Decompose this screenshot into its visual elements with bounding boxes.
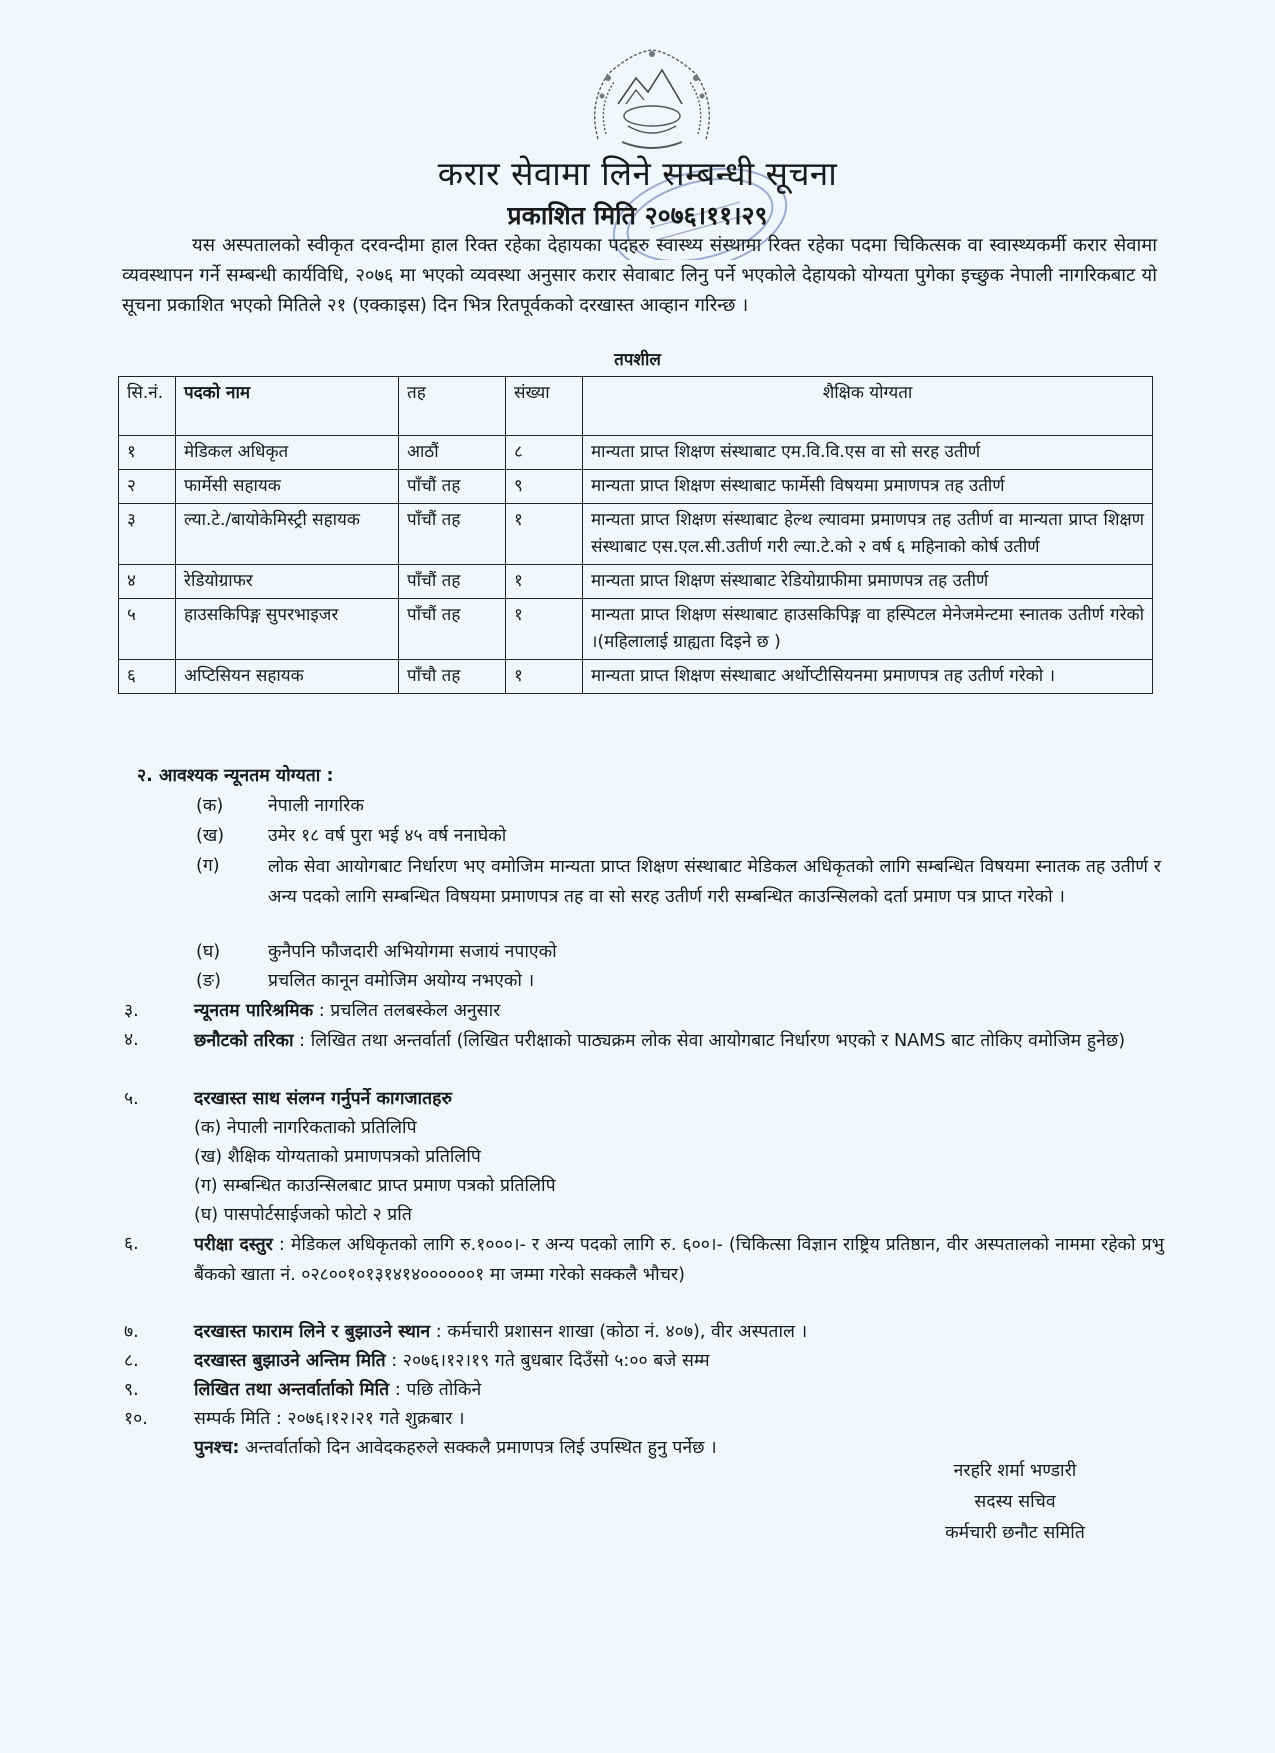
section-text: : मेडिकल अधिकृतको लागि रु.१०००।- र अन्य पदको लागि रु. ६००।- (चिकित्सा विज्ञान राष्ट्रिय प्रतिष्ठान, वीर अस्पतालको नाममा रहेको प्रभु बैंकको खाता नं. ०२८००१०१३१४१४००००००१ मा जम्मा गरेको सक्कलै भौचर) [194,1235,1164,1285]
cell-level: पाँचौं तह [399,470,506,504]
table-header-row [119,377,1153,436]
requirement-text: लोक सेवा आयोगबाट निर्धारण भए वमोजिम मान्यता प्राप्त शिक्षण संस्थाबाट मेडिकल अधिकृतको लागि सम्बन्धित विषयमा स्नातक तह उतीर्ण र अन्य पदको लागि सम्बन्धित विषयमा प्रमाणपत्र तह वा सो सरह उतीर्ण गरी सम्बन्धित काउन्सिलको दर्ता प्रमाण पत्र प्राप्त गरेको । [268,857,1161,907]
requirement-text: उमेर १८ वर्ष पुरा भई ४५ वर्ष ननाघेको [268,826,507,846]
requirements-heading: २. आवश्यक न्यूनतम योग्यता : [137,766,334,786]
col-header-post: पदको नाम [176,377,399,436]
requirement-item [196,967,1161,995]
section-label: परीक्षा दस्तुर [194,1235,273,1255]
cell-sn: ४ [119,565,176,599]
requirement-label: (ग) [196,856,220,876]
requirement-item [196,792,1161,820]
signatory-name: नरहरि शर्मा भण्डारी [953,1461,1077,1481]
requirement-item [196,822,1161,850]
document-item: (क) नेपाली नागरिकताको प्रतिलिपि [194,1118,417,1138]
section-label: दरखास्त फाराम लिने र बुझाउने स्थान [194,1322,431,1342]
requirement-label: (ख) [196,826,225,846]
notice-title: करार सेवामा लिने सम्बन्धी सूचना [437,154,838,193]
published-date: प्रकाशित मिति २०७६।११।२९ [507,201,768,230]
signatory-committee: कर्मचारी छनौट समिति [945,1523,1085,1543]
section-submission-place [124,1318,1164,1346]
requirement-label: (ङ) [196,971,221,991]
cell-qualification: मान्यता प्राप्त शिक्षण संस्थाबाट हेल्थ ल्यावमा प्रमाणपत्र तह उतीर्ण वा मान्यता प्राप्त शिक्षण संस्थाबाट एस.एल.सी.उतीर्ण गरी ल्या.टे.को २ वर्ष ६ महिनाको कोर्ष उतीर्ण [583,504,1153,565]
cell-sn: १ [119,436,176,470]
section-number: ६. [124,1234,139,1254]
table-row [119,660,1153,694]
cell-sn: ३ [119,504,176,565]
cell-sn: ५ [119,599,176,660]
section-text: : पछि तोकिने [394,1380,482,1400]
section-number: ४. [124,1030,139,1050]
cell-qualification: मान्यता प्राप्त शिक्षण संस्थाबाट एम.वि.वि.एस वा सो सरह उतीर्ण [583,436,1153,470]
postscript-label: पुनश्च: [194,1438,240,1458]
section-selection-method [124,1026,1164,1056]
document-item: (घ) पासपोर्टसाईजको फोटो २ प्रति [194,1205,412,1225]
section-remuneration [124,997,1164,1025]
document-item: (ग) सम्बन्धित काउन्सिलबाट प्राप्त प्रमाण पत्रको प्रतिलिपि [194,1176,556,1196]
cell-post: रेडियोग्राफर [176,565,399,599]
section-label: दरखास्त साथ संलग्न गर्नुपर्ने कागजातहरु [194,1089,452,1109]
cell-post: अप्टिसियन सहायक [176,660,399,694]
section-text: : २०७६।१२।१९ गते बुधबार दिउँसो ५:०० बजे सम्म [391,1351,710,1371]
requirement-text: नेपाली नागरिक [268,796,364,816]
section-label: लिखित तथा अन्तर्वार्ताको मिति [194,1380,390,1400]
cell-post: फार्मेसी सहायक [176,470,399,504]
section-number: ९. [124,1380,139,1400]
cell-count: १ [506,599,583,660]
signatory-designation: सदस्य सचिव [974,1492,1056,1512]
requirement-label: (घ) [196,942,221,962]
cell-qualification: मान्यता प्राप्त शिक्षण संस्थाबाट हाउसकिपिङ्ग वा हस्पिटल मेनेजमेन्टमा स्नातक उतीर्ण गरेको ।(महिलालाई ग्राह्यता दिइने छ ) [583,599,1153,660]
cell-qualification: मान्यता प्राप्त शिक्षण संस्थाबाट फार्मेसी विषयमा प्रमाणपत्र तह उतीर्ण [583,470,1153,504]
cell-count: ९ [506,470,583,504]
cell-post: हाउसकिपिङ्ग सुपरभाइजर [176,599,399,660]
section-text: : लिखित तथा अन्तर्वार्ता (लिखित परीक्षाको पाठ्यक्रम लोक सेवा आयोगबाट निर्धारण भएको र NAMS बाट तोकिए वमोजिम हुनेछ) [299,1031,1126,1051]
table-row [119,470,1153,504]
section-text: : प्रचलित तलबस्केल अनुसार [318,1001,501,1021]
col-header-count: संख्या [506,377,583,436]
cell-level: पाँचौ तह [399,660,506,694]
cell-level: पाँचौं तह [399,504,506,565]
table-row [119,504,1153,565]
section-text: : कर्मचारी प्रशासन शाखा (कोठा नं. ४०७), वीर अस्पताल । [435,1322,808,1342]
requirement-text: कुनैपनि फौजदारी अभियोगमा सजायं नपाएको [268,942,557,962]
requirement-item [196,852,1161,912]
section-documents [124,1085,1164,1230]
signature-block [900,1456,1130,1549]
cell-count: १ [506,660,583,694]
section-label: छनौटको तरिका [194,1031,294,1051]
section-contact-date [124,1405,1164,1433]
section-text: सम्पर्क मिति : २०७६।१२।२१ गते शुक्रबार । [194,1409,465,1429]
cell-level: पाँचौं तह [399,599,506,660]
cell-post: मेडिकल अधिकृत [176,436,399,470]
section-label: न्यूनतम पारिश्रमिक [194,1001,314,1021]
intro-paragraph: यस अस्पतालको स्वीकृत दरवन्दीमा हाल रिक्त रहेका देहायका पदहरु स्वास्थ्य संस्थामा रिक्त रहेका पदमा चिकित्सक वा स्वास्थ्यकर्मी करार सेवामा व्यवस्थापन गर्ने सम्बन्धी कार्यविधि, २०७६ मा भएको व्यवस्था अनुसार करार सेवाबाट लिनु पर्ने भएकोले देहायको योग्यता पुगेका इच्छुक नेपाली नागरिकबाट यो सूचना प्रकाशित भएको मितिले २१ (एक्काइस) दिन भित्र रितपूर्वकको दरखास्त आव्हान गरिन्छ । [122,235,1157,316]
table-row [119,565,1153,599]
col-header-sn: सि.नं. [119,377,176,436]
section-number: ७. [124,1322,139,1342]
cell-count: १ [506,565,583,599]
section-number: १०. [124,1409,148,1429]
section-number: ८. [124,1351,139,1371]
table-row [119,436,1153,470]
cell-qualification: मान्यता प्राप्त शिक्षण संस्थाबाट रेडियोग्राफीमा प्रमाणपत्र तह उतीर्ण [583,565,1153,599]
cell-level: पाँचौं तह [399,565,506,599]
document-item: (ख) शैक्षिक योग्यताको प्रमाणपत्रको प्रतिलिपि [194,1147,481,1167]
cell-level: आठौं [399,436,506,470]
cell-sn: २ [119,470,176,504]
requirement-item [196,938,1161,966]
section-number: ५. [124,1089,139,1109]
section-exam-fee [124,1230,1164,1290]
table-caption: तपशील [614,350,661,370]
col-header-level: तह [399,377,506,436]
nepal-emblem-icon [578,44,726,156]
cell-count: ८ [506,436,583,470]
cell-sn: ६ [119,660,176,694]
postscript-text: अन्तर्वार्ताको दिन आवेदकहरुले सक्कलै प्रमाणपत्र लिई उपस्थित हुनु पर्नेछ । [239,1438,717,1458]
section-deadline [124,1347,1164,1375]
requirement-text: प्रचलित कानून वमोजिम अयोग्य नभएको । [268,971,535,991]
cell-post: ल्या.टे./बायोकेमिस्ट्री सहायक [176,504,399,565]
col-header-qualification: शैक्षिक योग्यता [583,377,1153,436]
section-label: दरखास्त बुझाउने अन्तिम मिति [194,1351,386,1371]
positions-table [118,376,1153,694]
table-row [119,599,1153,660]
section-number: ३. [124,1001,139,1021]
cell-count: १ [506,504,583,565]
section-exam-date [124,1376,1164,1404]
requirement-label: (क) [196,796,224,816]
cell-qualification: मान्यता प्राप्त शिक्षण संस्थाबाट अर्थोप्टीसियनमा प्रमाणपत्र तह उतीर्ण गरेको । [583,660,1153,694]
